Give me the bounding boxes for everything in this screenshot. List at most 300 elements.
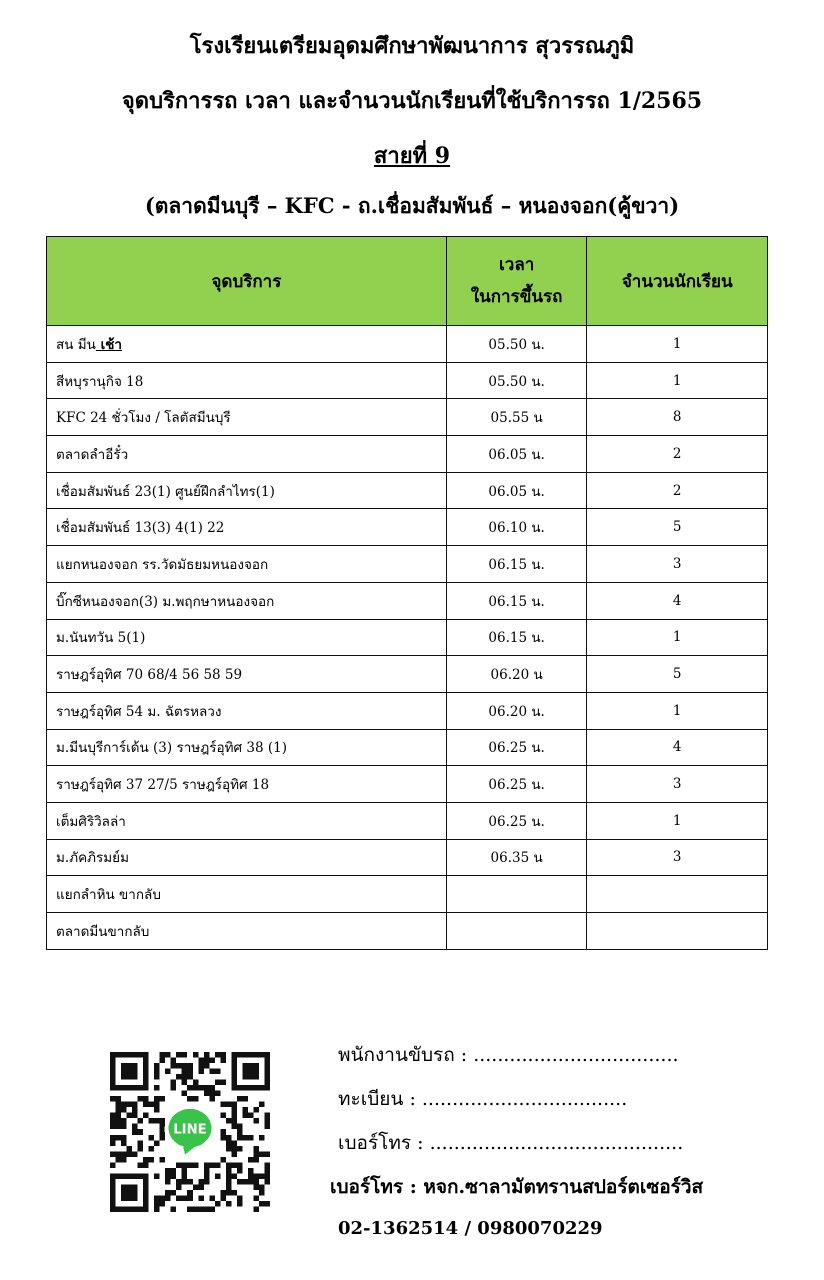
qr-module [165, 1195, 171, 1201]
plate-number-field: ทะเบียน : .................................. [338, 1088, 628, 1110]
qr-module [143, 1096, 149, 1102]
student-count-cell: 4 [587, 729, 768, 766]
qr-module [253, 1195, 259, 1201]
qr-module [110, 1113, 116, 1119]
qr-module [248, 1168, 254, 1174]
qr-module [160, 1052, 166, 1058]
qr-module [248, 1135, 254, 1141]
student-count-cell [587, 876, 768, 913]
student-count-cell: 3 [587, 546, 768, 583]
qr-module [143, 1113, 149, 1119]
qr-module [154, 1201, 160, 1207]
qr-module [182, 1179, 188, 1185]
qr-module [231, 1102, 237, 1108]
qr-module [198, 1179, 204, 1185]
qr-module [138, 1146, 144, 1152]
qr-module [187, 1162, 193, 1168]
stop-cell [47, 362, 447, 399]
stop-name: แยกลำหิน ขากลับ [56, 887, 161, 904]
column-header-count: จำนวนนักเรียน [587, 237, 768, 326]
column-header-time-line1: เวลา [498, 254, 535, 275]
qr-module [176, 1162, 182, 1168]
line-logo-text: LINE [173, 1122, 207, 1138]
qr-module [127, 1146, 133, 1152]
qr-module [110, 1096, 116, 1102]
qr-module [253, 1157, 259, 1163]
qr-finder-bottom-left [110, 1173, 149, 1212]
document-subtitle: จุดบริการรถ เวลา และจำนวนนักเรียนที่ใช้บริการรถ 1/2565 [121, 88, 703, 114]
qr-module [138, 1096, 144, 1102]
qr-module [116, 1157, 122, 1163]
qr-module [138, 1140, 144, 1146]
table-row [47, 876, 768, 913]
qr-module [110, 1162, 116, 1168]
student-count-cell: 2 [587, 436, 768, 473]
qr-module [165, 1069, 171, 1075]
qr-module [176, 1074, 182, 1080]
qr-module [154, 1096, 160, 1102]
qr-module [237, 1146, 243, 1152]
stop-cell [47, 399, 447, 436]
stop-cell [47, 839, 447, 876]
table-row [47, 913, 768, 950]
stop-cell [47, 546, 447, 583]
table-row [47, 802, 768, 839]
qr-module [198, 1058, 204, 1064]
qr-module [132, 1102, 138, 1108]
qr-module [132, 1129, 138, 1135]
qr-module [198, 1063, 204, 1069]
stop-cell [47, 436, 447, 473]
qr-module [171, 1168, 177, 1174]
qr-module [237, 1179, 243, 1185]
qr-module [264, 1173, 270, 1179]
pickup-time-cell: 05.50 น. [446, 362, 587, 399]
qr-module [226, 1146, 232, 1152]
route-path: (ตลาดมีนบุรี – KFC - ถ.เชื่อมสัมพันธ์ – หนองจอก(คู้ขวา) [144, 193, 680, 218]
qr-module [220, 1102, 226, 1108]
qr-module [226, 1168, 232, 1174]
table-row [47, 839, 768, 876]
qr-module [187, 1069, 193, 1075]
qr-module [110, 1118, 116, 1124]
qr-module [248, 1157, 254, 1163]
stop-name: สีหบุรานุกิจ 18 [56, 373, 144, 390]
qr-module [215, 1201, 221, 1207]
qr-module [121, 1124, 127, 1130]
qr-module [160, 1201, 166, 1207]
driver-phone-field: เบอร์โทร : .......................................... [338, 1132, 684, 1154]
qr-module [193, 1162, 199, 1168]
pickup-time-cell: 06.15 น. [446, 619, 587, 656]
stop-cell [47, 509, 447, 546]
qr-module [231, 1162, 237, 1168]
stop-cell [47, 692, 447, 729]
qr-module [149, 1157, 155, 1163]
qr-module [110, 1124, 116, 1130]
qr-module [231, 1140, 237, 1146]
qr-module [231, 1151, 237, 1157]
pickup-time-cell: 05.50 น. [446, 326, 587, 363]
qr-module [149, 1146, 155, 1152]
table-row [47, 729, 768, 766]
qr-module [154, 1140, 160, 1146]
qr-module [116, 1118, 122, 1124]
qr-module [138, 1162, 144, 1168]
stop-cell [47, 729, 447, 766]
qr-module [209, 1085, 215, 1091]
qr-module [253, 1107, 259, 1113]
qr-module [204, 1162, 210, 1168]
column-header-time [446, 237, 587, 326]
qr-module [259, 1190, 265, 1196]
qr-module [220, 1080, 226, 1086]
qr-module [182, 1173, 188, 1179]
qr-module [127, 1113, 133, 1119]
qr-module [171, 1063, 177, 1069]
qr-module [176, 1052, 182, 1058]
table-row [47, 399, 768, 436]
pickup-time-cell [446, 913, 587, 950]
qr-module [116, 1124, 122, 1130]
qr-module [116, 1102, 122, 1108]
pickup-time-cell: 06.20 น [446, 656, 587, 693]
stop-note: เช้า [95, 336, 122, 353]
qr-module [165, 1173, 171, 1179]
qr-module [154, 1173, 160, 1179]
qr-module [182, 1080, 188, 1086]
qr-module [154, 1107, 160, 1113]
table-row [47, 766, 768, 803]
qr-module [138, 1118, 144, 1124]
qr-module [182, 1074, 188, 1080]
qr-module [193, 1184, 199, 1190]
student-count-cell: 1 [587, 802, 768, 839]
qr-module [160, 1096, 166, 1102]
qr-module [248, 1173, 254, 1179]
qr-module [132, 1151, 138, 1157]
qr-module [121, 1151, 127, 1157]
qr-module [215, 1173, 221, 1179]
qr-module [237, 1195, 243, 1201]
qr-module [160, 1118, 166, 1124]
qr-module [204, 1085, 210, 1091]
qr-module [171, 1058, 177, 1064]
qr-module [209, 1195, 215, 1201]
qr-module [215, 1052, 221, 1058]
qr-module [242, 1113, 248, 1119]
qr-module [176, 1179, 182, 1185]
qr-module [237, 1162, 243, 1168]
stop-cell [47, 766, 447, 803]
student-count-cell: 4 [587, 582, 768, 619]
qr-module [264, 1168, 270, 1174]
qr-module [264, 1179, 270, 1185]
qr-module [149, 1135, 155, 1141]
column-header-stop: จุดบริการ [47, 237, 447, 326]
table-row [47, 656, 768, 693]
line-logo-icon [165, 1104, 216, 1155]
stop-cell [47, 876, 447, 913]
qr-module [215, 1069, 221, 1075]
pickup-time-cell: 06.25 น. [446, 729, 587, 766]
qr-module [259, 1173, 265, 1179]
qr-module [253, 1184, 259, 1190]
qr-module [160, 1124, 166, 1130]
qr-module [143, 1162, 149, 1168]
qr-module [193, 1052, 199, 1058]
qr-module [253, 1118, 259, 1124]
pickup-time-cell: 05.55 น [446, 399, 587, 436]
qr-module [226, 1118, 232, 1124]
driver-name-field: พนักงานขับรถ : .................................. [338, 1044, 679, 1066]
stop-cell [47, 582, 447, 619]
stop-cell [47, 326, 447, 363]
qr-module [264, 1113, 270, 1119]
stop-name: ราษฎร์อุทิศ 70 68/4 56 58 59 [56, 667, 243, 684]
table-row [47, 326, 768, 363]
qr-module [215, 1080, 221, 1086]
qr-module [165, 1190, 171, 1196]
qr-module [237, 1129, 243, 1135]
qr-module [182, 1052, 188, 1058]
qr-module [204, 1058, 210, 1064]
qr-module [231, 1124, 237, 1130]
qr-module [171, 1173, 177, 1179]
qr-module [182, 1069, 188, 1075]
student-count-cell: 1 [587, 692, 768, 729]
qr-module [160, 1129, 166, 1135]
qr-module [154, 1195, 160, 1201]
student-count-cell: 8 [587, 399, 768, 436]
qr-module [215, 1091, 221, 1097]
qr-module [226, 1173, 232, 1179]
qr-module [264, 1124, 270, 1130]
qr-module [231, 1113, 237, 1119]
qr-module [198, 1085, 204, 1091]
qr-module [193, 1206, 199, 1212]
qr-module [209, 1206, 215, 1212]
stop-name: เต็มศิริวิลล่า [56, 813, 126, 830]
company-contact: เบอร์โทร : หจก.ซาลามัตทรานสปอร์ตเซอร์วิส [330, 1176, 704, 1198]
stop-name: ตลาดมีนขากลับ [56, 923, 150, 940]
qr-module [259, 1135, 265, 1141]
qr-finder-top-right [231, 1052, 270, 1091]
qr-module [209, 1058, 215, 1064]
qr-module [226, 1190, 232, 1196]
qr-module [110, 1135, 116, 1141]
student-count-cell: 2 [587, 472, 768, 509]
qr-module [220, 1052, 226, 1058]
student-count-cell: 5 [587, 509, 768, 546]
qr-module [198, 1195, 204, 1201]
qr-module [187, 1085, 193, 1091]
qr-module [220, 1190, 226, 1196]
qr-module [220, 1135, 226, 1141]
qr-module [149, 1102, 155, 1108]
stop-name: เชื่อมสัมพันธ์ 23(1) ศูนย์ฝึกลำไทร(1) [56, 483, 275, 500]
qr-module [264, 1201, 270, 1207]
qr-module [116, 1135, 122, 1141]
qr-module [116, 1096, 122, 1102]
qr-module [226, 1162, 232, 1168]
qr-module [110, 1140, 116, 1146]
qr-module [226, 1179, 232, 1185]
qr-module [121, 1102, 127, 1108]
pickup-time-cell: 06.05 น. [446, 436, 587, 473]
student-count-cell: 3 [587, 766, 768, 803]
company-phone-numbers: 02-1362514 / 0980070229 [338, 1218, 603, 1239]
qr-module [198, 1069, 204, 1075]
qr-module [264, 1151, 270, 1157]
qr-module [226, 1102, 232, 1108]
qr-module [204, 1168, 210, 1174]
stop-cell [47, 619, 447, 656]
qr-module [149, 1118, 155, 1124]
qr-finder-top-left [110, 1052, 149, 1091]
qr-module [209, 1096, 215, 1102]
pickup-time-cell: 06.10 น. [446, 509, 587, 546]
qr-module [121, 1140, 127, 1146]
qr-module [220, 1157, 226, 1163]
pickup-time-cell: 06.15 น. [446, 582, 587, 619]
qr-module [160, 1058, 166, 1064]
qr-module [154, 1085, 160, 1091]
qr-module [226, 1201, 232, 1207]
table-row [47, 362, 768, 399]
qr-module [143, 1157, 149, 1163]
qr-module [187, 1190, 193, 1196]
qr-module [220, 1058, 226, 1064]
qr-module [176, 1184, 182, 1190]
stop-cell [47, 656, 447, 693]
qr-module [220, 1195, 226, 1201]
stop-cell [47, 472, 447, 509]
qr-module [187, 1096, 193, 1102]
qr-module [154, 1102, 160, 1108]
qr-module [160, 1195, 166, 1201]
qr-module [132, 1107, 138, 1113]
pickup-time-cell: 06.20 น. [446, 692, 587, 729]
qr-module [171, 1085, 177, 1091]
pickup-time-cell: 06.05 น. [446, 472, 587, 509]
qr-module [165, 1052, 171, 1058]
student-count-cell: 1 [587, 619, 768, 656]
qr-module [198, 1184, 204, 1190]
qr-module [182, 1168, 188, 1174]
stop-name: แยกหนองจอก รร.วัดมัธยมหนองจอก [56, 556, 269, 573]
qr-module [204, 1063, 210, 1069]
qr-module [138, 1129, 144, 1135]
qr-module [264, 1162, 270, 1168]
route-label: สายที่ 9 [373, 143, 451, 169]
qr-module [248, 1113, 254, 1119]
qr-module [176, 1195, 182, 1201]
qr-module [259, 1184, 265, 1190]
stop-name: เชื่อมสัมพันธ์ 13(3) 4(1) 22 [56, 520, 225, 537]
line-qr-code [110, 1052, 270, 1212]
qr-module [182, 1162, 188, 1168]
qr-module [220, 1113, 226, 1119]
qr-module [204, 1052, 210, 1058]
pickup-time-cell: 06.25 น. [446, 802, 587, 839]
qr-module [209, 1162, 215, 1168]
table-row [47, 436, 768, 473]
pickup-time-cell: 06.35 น [446, 839, 587, 876]
qr-module [231, 1146, 237, 1152]
student-count-cell: 3 [587, 839, 768, 876]
qr-module [160, 1135, 166, 1141]
table-row [47, 472, 768, 509]
student-count-cell: 5 [587, 656, 768, 693]
pickup-time-cell: 06.25 น. [446, 766, 587, 803]
qr-module [204, 1179, 210, 1185]
qr-module [237, 1124, 243, 1130]
qr-module [127, 1151, 133, 1157]
qr-module [187, 1063, 193, 1069]
qr-module [116, 1151, 122, 1157]
qr-module [132, 1113, 138, 1119]
table-row [47, 582, 768, 619]
stop-name: ตลาดลำอีรั๋ว [56, 446, 129, 463]
qr-module [182, 1195, 188, 1201]
qr-module [171, 1206, 177, 1212]
qr-module [231, 1173, 237, 1179]
qr-module [121, 1118, 127, 1124]
table-row [47, 546, 768, 583]
stop-name: ม.มีนบุรีการ์เด้น (3) ราษฎร์อุทิศ 38 (1) [56, 740, 287, 757]
qr-module [237, 1201, 243, 1207]
qr-module [193, 1096, 199, 1102]
stop-name: ม.นันทวัน 5(1) [56, 630, 146, 647]
qr-module [209, 1069, 215, 1075]
qr-module [231, 1107, 237, 1113]
qr-module [121, 1157, 127, 1163]
qr-module [187, 1074, 193, 1080]
qr-module [253, 1173, 259, 1179]
qr-module [182, 1091, 188, 1097]
stop-name: ราษฎร์อุทิศ 37 27/5 ราษฎร์อุทิศ 18 [56, 777, 270, 794]
qr-module [171, 1080, 177, 1086]
student-count-cell: 1 [587, 362, 768, 399]
qr-module [253, 1206, 259, 1212]
qr-module [231, 1190, 237, 1196]
qr-module [193, 1080, 199, 1086]
qr-module [253, 1179, 259, 1185]
qr-module [253, 1151, 259, 1157]
qr-module [132, 1124, 138, 1130]
school-name: โรงเรียนเตรียมอุดมศึกษาพัฒนาการ สุวรรณภูมิ [189, 33, 635, 59]
qr-module [187, 1179, 193, 1185]
qr-module [154, 1063, 160, 1069]
table-row [47, 692, 768, 729]
qr-module [253, 1146, 259, 1152]
qr-module [154, 1074, 160, 1080]
qr-module [226, 1140, 232, 1146]
qr-module [242, 1179, 248, 1185]
qr-module [204, 1091, 210, 1097]
stop-name: ม.ภัคภิรมย์ม [56, 850, 129, 867]
route-schedule-table [46, 236, 768, 950]
qr-module [226, 1184, 232, 1190]
qr-module [154, 1206, 160, 1212]
qr-module [127, 1102, 133, 1108]
column-header-time-line2: ในการขึ้นรถ [470, 287, 563, 307]
qr-module [204, 1206, 210, 1212]
qr-module [204, 1173, 210, 1179]
qr-module [165, 1179, 171, 1185]
pickup-time-cell [446, 876, 587, 913]
